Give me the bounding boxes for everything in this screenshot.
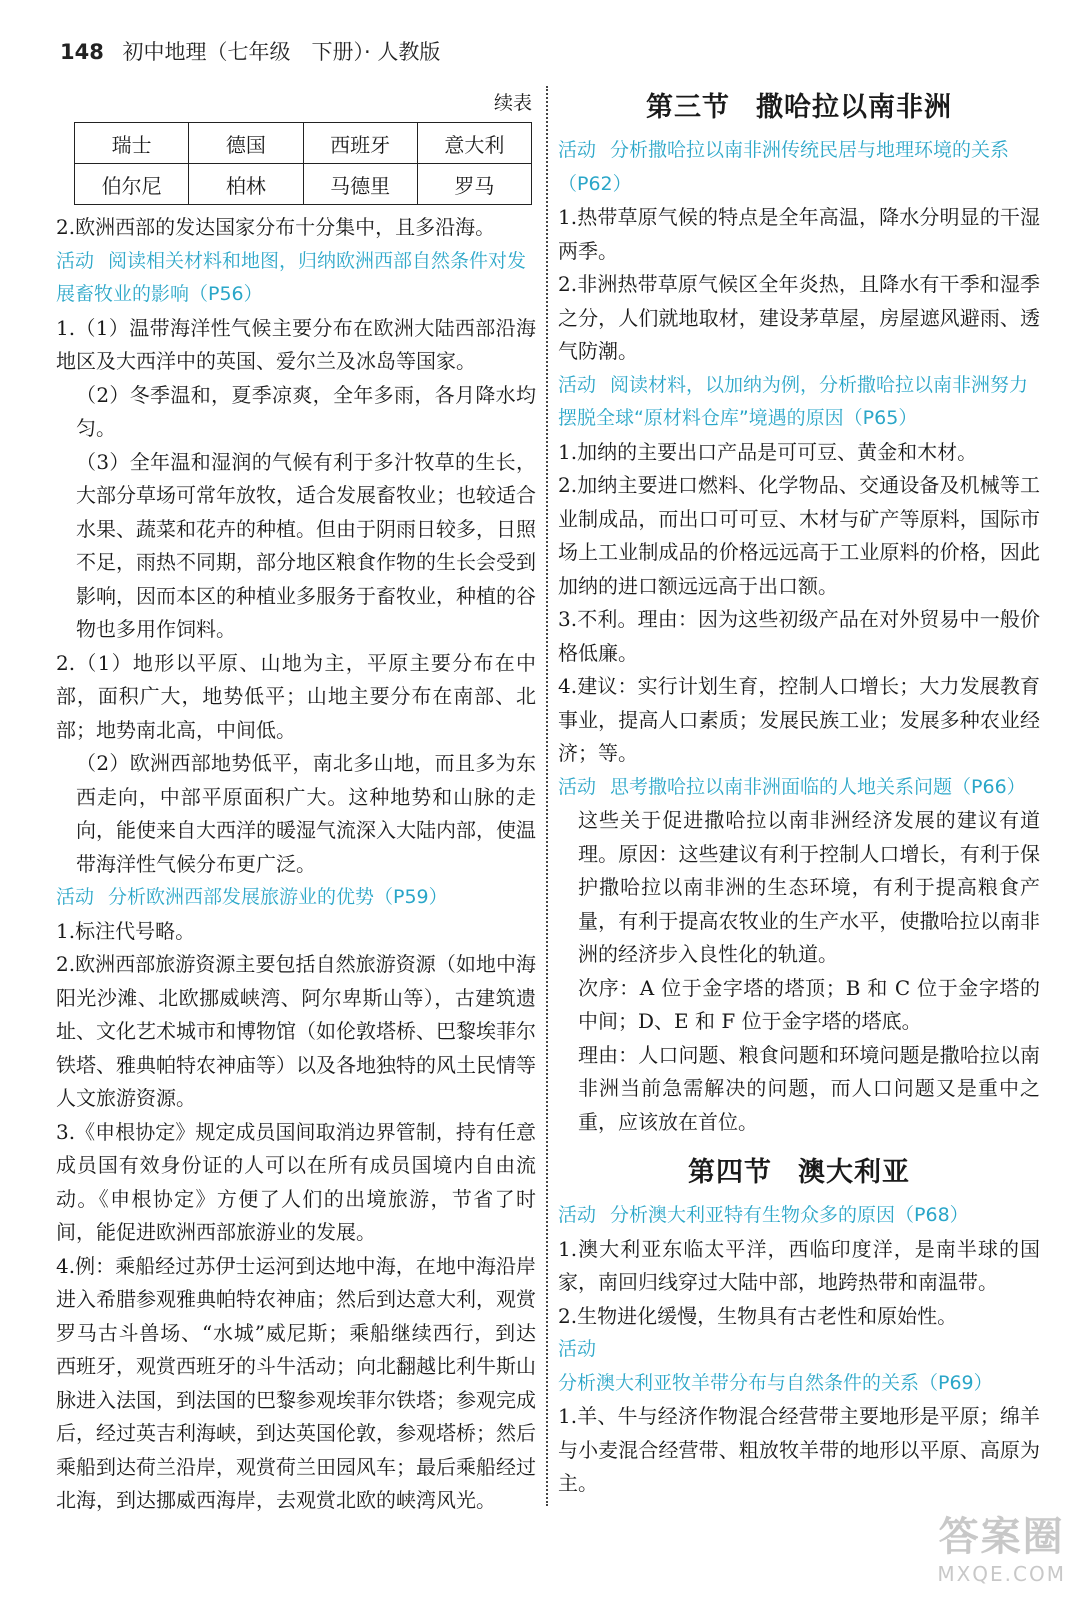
book-title: 初中地理（七年级 下册）· 人教版 <box>122 40 441 64</box>
answer-paragraph: 4.例：乘船经过苏伊士运河到达地中海，在地中海沿岸进入希腊参观雅典帕特农神庙；然后到达意大利，观赏罗马古斗兽场、“水城”威尼斯；乘船继续西行，到达西班牙，观赏西班牙的斗牛活动；向北翻越比利牛斯山脉进入法国，到法国的巴黎参观埃菲尔铁塔；参观完成后，经过英吉利海峡，到达英国伦敦，参观塔桥；然后乘船到达荷兰沿岸，观赏荷兰田园风车；最后乘船经过北海，到达挪威西海岸，去观赏北欧的峡湾风光。 <box>56 1253 536 1512</box>
answer-paragraph: 2.欧洲西部的发达国家分布十分集中，且多沿海。 <box>56 215 496 239</box>
section-number: 第四节 <box>688 1157 772 1188</box>
activity-heading <box>56 881 536 915</box>
activity-title: 分析澳大利亚牧羊带分布与自然条件的关系（P69） <box>558 1371 993 1394</box>
column-divider <box>546 86 548 1506</box>
page-header <box>60 36 440 66</box>
answer-paragraph: 这些关于促进撒哈拉以南非洲经济发展的建议有道理。原因：这些建议有利于控制人口增长，有利于保护撒哈拉以南非洲的生态环境，有利于提高粮食产量，有利于提高农牧业的生产水平，使撒哈拉以南非洲的经济步入良性化的轨道。 <box>578 808 1040 966</box>
activity-heading <box>558 369 1040 436</box>
page-number: 148 <box>60 40 104 64</box>
table-row <box>75 123 532 164</box>
activity-heading <box>558 771 1040 805</box>
answer-paragraph: （2）冬季温和，夏季凉爽，全年多雨，各月降水均匀。 <box>76 382 536 440</box>
section-heading <box>558 88 1040 128</box>
activity-title: 阅读相关材料和地图，归纳欧洲西部自然条件对发展畜牧业的影响（P56） <box>56 249 527 305</box>
activity-heading <box>56 245 536 312</box>
activity-title: 阅读材料，以加纳为例，分析撒哈拉以南非洲努力摆脱全球“原材料仓库”境遇的原因（P65） <box>558 373 1029 429</box>
table-cell: 柏林 <box>189 164 303 205</box>
answer-paragraph: 2.（1）地形以平原、山地为主，平原主要分布在中部，面积广大，地势低平；山地主要分布在南部、北部；地势南北高，中间低。 <box>56 650 536 742</box>
activity-title: 分析撒哈拉以南非洲传统民居与地理环境的关系（P62） <box>558 139 1010 195</box>
table-cell: 罗马 <box>417 164 531 205</box>
table-cell: 意大利 <box>417 123 531 164</box>
watermark <box>937 1505 1066 1586</box>
table-cell: 德国 <box>189 123 303 164</box>
section-title: 撒哈拉以南非洲 <box>756 92 952 123</box>
answer-paragraph: 1.加纳的主要出口产品是可可豆、黄金和木材。 <box>558 439 978 464</box>
watermark-logo-text: 答案圈 <box>938 1514 1065 1560</box>
answer-paragraph: （3）全年温和湿润的气候有利于多汁牧草的生长，大部分草场可常年放牧，适合发展畜牧业；也较适合水果、蔬菜和花卉的种植。但由于阴雨日较多，日照不足，雨热不同期，部分地区粮食作物的生长会受到影响，因而本区的种植业多服务于畜牧业，种植的谷物也多用作饲料。 <box>76 449 536 641</box>
answer-paragraph: 1.羊、牛与经济作物混合经营带主要地形是平原；绵羊与小麦混合经营带、粗放牧羊带的地形以平原、高原为主。 <box>558 1404 1040 1495</box>
answer-paragraph: （2）欧洲西部地势低平，南北多山地，而且多为东西走向，中部平原面积广大。这种地势和山脉的走向，能使来自大西洋的暖湿气流深入大陆内部，使温带海洋性气候分布更广泛。 <box>76 751 536 876</box>
activity-heading <box>558 1333 1040 1400</box>
continued-table-label: 续表 <box>493 92 532 114</box>
answer-paragraph: 2.加纳主要进口燃料、化学物品、交通设备及机械等工业制成品，而出口可可豆、木材与矿产等原料，国际市场上工业制成品的价格远远高于工业原料的价格，因此加纳的进口额远远高于出口额。 <box>558 473 1040 598</box>
activity-title: 思考撒哈拉以南非洲面临的人地关系问题（P66） <box>610 775 1026 798</box>
answer-paragraph: 次序：A 位于金字塔的塔顶；B 和 C 位于金字塔的中间；D、E 和 F 位于金字塔的塔底。 <box>578 975 1040 1033</box>
activity-tag: 活动 <box>558 139 597 161</box>
answer-paragraph: 1.（1）温带海洋性气候主要分布在欧洲大陆西部沿海地区及大西洋中的英国、爱尔兰及冰岛等国家。 <box>56 315 536 373</box>
capital-table <box>74 122 532 205</box>
answer-paragraph: 2.生物进化缓慢，生物具有古老性和原始性。 <box>558 1303 958 1328</box>
activity-tag: 活动 <box>558 1338 597 1360</box>
left-column <box>56 88 536 1518</box>
answer-paragraph: 1.澳大利亚东临太平洋，西临印度洋，是南半球的国家，南回归线穿过大陆中部，地跨热带和南温带。 <box>558 1236 1040 1294</box>
activity-title: 分析澳大利亚特有生物众多的原因（P68） <box>610 1204 969 1226</box>
answer-paragraph: 3.《申根协定》规定成员国间取消边界管制，持有任意成员国有效身份证的人可以在所有成员国境内自由流动。《申根协定》方便了人们的出境旅游，节省了时间，能促进欧洲西部旅游业的发展。 <box>56 1119 536 1244</box>
answer-paragraph: 理由：人口问题、粮食问题和环境问题是撒哈拉以南非洲当前急需解决的问题，而人口问题又是重中之重，应该放在首位。 <box>578 1042 1040 1134</box>
activity-tag: 活动 <box>558 775 597 798</box>
activity-title: 分析欧洲西部发展旅游业的优势（P59） <box>108 886 448 908</box>
right-column <box>558 88 1040 1501</box>
answer-paragraph: 2.非洲热带草原气候区全年炎热，且降水有干季和湿季之分，人们就地取材，建设茅草屋，房屋遮风避雨、透气防潮。 <box>558 272 1040 363</box>
answer-paragraph: 2.欧洲西部旅游资源主要包括自然旅游资源（如地中海阳光沙滩、北欧挪威峡湾、阿尔卑斯山等），古建筑遗址、文化艺术城市和博物馆（如伦敦塔桥、巴黎埃菲尔铁塔、雅典帕特农神庙等）以及各地独特的风土民情等人文旅游资源。 <box>56 952 536 1110</box>
answer-paragraph: 1.热带草原气候的特点是全年高温，降水分明显的干湿两季。 <box>558 205 1040 263</box>
activity-tag: 活动 <box>56 249 95 272</box>
table-cell: 西班牙 <box>303 123 417 164</box>
table-cell: 瑞士 <box>75 123 189 164</box>
section-number: 第三节 <box>646 92 730 123</box>
activity-tag: 活动 <box>558 373 597 396</box>
activity-heading <box>558 1199 1040 1233</box>
watermark-url: MXQE.COM <box>937 1562 1066 1586</box>
activity-heading <box>558 134 1040 201</box>
table-cell: 马德里 <box>303 164 417 205</box>
table-cell: 伯尔尼 <box>75 164 189 205</box>
answer-paragraph: 3.不利。理由：因为这些初级产品在对外贸易中一般价格低廉。 <box>558 607 1040 665</box>
section-title: 澳大利亚 <box>798 1157 910 1188</box>
section-heading <box>558 1153 1040 1193</box>
table-row <box>75 164 532 205</box>
answer-paragraph: 4.建议：实行计划生育，控制人口增长；大力发展教育事业，提高人口素质；发展民族工业；发展多种农业经济；等。 <box>558 674 1040 765</box>
answer-paragraph: 1.标注代号略。 <box>56 918 196 943</box>
activity-tag: 活动 <box>56 886 95 908</box>
activity-tag: 活动 <box>558 1204 597 1226</box>
